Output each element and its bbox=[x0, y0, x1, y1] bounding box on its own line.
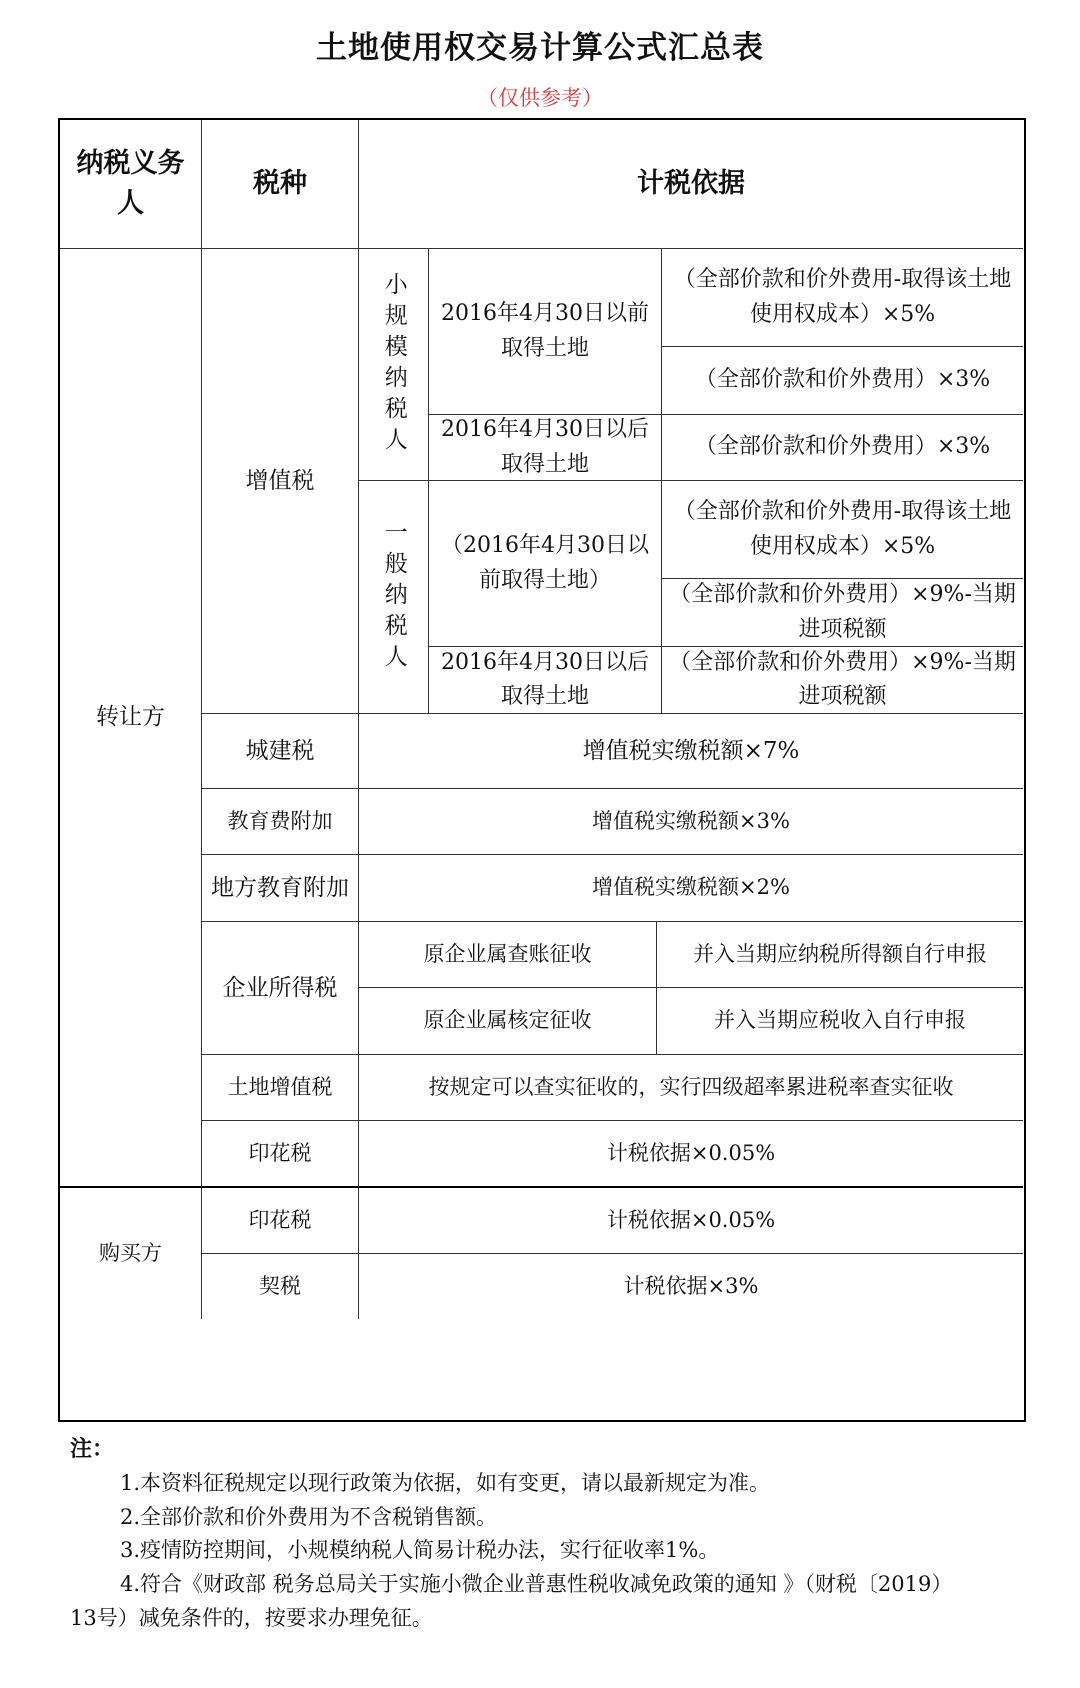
small-before-formula-1: （全部价款和价外费用-取得该土地使用权成本）×5% bbox=[662, 249, 1023, 347]
lat-formula: 按规定可以查实征收的，实行四级超率累进税率查实征收 bbox=[359, 1055, 1023, 1121]
header-tax-type: 税种 bbox=[202, 120, 359, 249]
general-before-formula-1: （全部价款和价外费用-取得该土地使用权成本）×5% bbox=[662, 481, 1023, 579]
city-tax-formula: 增值税实缴税额×7% bbox=[359, 714, 1023, 789]
lat-label: 土地增值税 bbox=[202, 1055, 359, 1121]
cit-deemed-method: 原企业属核定征收 bbox=[359, 988, 657, 1055]
small-after-formula: （全部价款和价外费用）×3% bbox=[662, 415, 1023, 481]
tax-table bbox=[58, 118, 1026, 1422]
edu-surcharge-label: 教育费附加 bbox=[202, 789, 359, 855]
notes-heading: 注： bbox=[70, 1436, 115, 1462]
buyer-stamp-formula: 计税依据×0.05% bbox=[359, 1188, 1023, 1254]
seller-stamp-formula: 计税依据×0.05% bbox=[359, 1121, 1023, 1188]
page-subtitle: （仅供参考） bbox=[477, 86, 603, 110]
page-title: 土地使用权交易计算公式汇总表 bbox=[316, 30, 764, 66]
general-before-date: （2016年4月30日以前取得土地） bbox=[429, 481, 662, 647]
city-tax-label: 城建税 bbox=[202, 714, 359, 789]
edu-surcharge-formula: 增值税实缴税额×3% bbox=[359, 789, 1023, 855]
deed-tax-label: 契税 bbox=[202, 1254, 359, 1319]
note-3: 3.疫情防控期间，小规模纳税人简易计税办法，实行征收率1%。 bbox=[120, 1538, 720, 1563]
small-before-formula-2: （全部价款和价外费用）×3% bbox=[662, 347, 1023, 415]
header-taxpayer: 纳税义务人 bbox=[60, 120, 202, 249]
note-4-continued: 13号）减免条件的，按要求办理免征。 bbox=[70, 1605, 433, 1630]
buyer-label: 购买方 bbox=[60, 1188, 202, 1319]
small-after-date: 2016年4月30日以后取得土地 bbox=[429, 415, 662, 481]
general-after-date: 2016年4月30日以后取得土地 bbox=[429, 647, 662, 714]
local-edu-label: 地方教育附加 bbox=[202, 855, 359, 922]
note-2: 2.全部价款和价外费用为不含税销售额。 bbox=[120, 1504, 498, 1529]
vat-label: 增值税 bbox=[202, 249, 359, 714]
notes-section bbox=[70, 1432, 1030, 1635]
cit-audit-formula: 并入当期应纳税所得额自行申报 bbox=[657, 922, 1023, 988]
general-before-formula-2: （全部价款和价外费用）×9%-当期进项税额 bbox=[662, 579, 1023, 647]
cit-deemed-formula: 并入当期应税收入自行申报 bbox=[657, 988, 1023, 1055]
header-basis: 计税依据 bbox=[359, 120, 1023, 249]
buyer-stamp-label: 印花税 bbox=[202, 1188, 359, 1254]
general-taxpayer-label: 一般纳税人 bbox=[359, 481, 429, 714]
seller-stamp-label: 印花税 bbox=[202, 1121, 359, 1188]
note-4: 4.符合《财政部 税务总局关于实施小微企业普惠性税收减免政策的通知 》（财税〔2019） bbox=[120, 1571, 953, 1596]
seller-label: 转让方 bbox=[60, 249, 202, 1188]
small-scale-label: 小规模纳税人 bbox=[359, 249, 429, 481]
deed-tax-formula: 计税依据×3% bbox=[623, 1273, 759, 1298]
general-after-formula: （全部价款和价外费用）×9%-当期进项税额 bbox=[662, 647, 1023, 714]
small-before-date: 2016年4月30日以前取得土地 bbox=[429, 249, 662, 415]
cit-label: 企业所得税 bbox=[202, 922, 359, 1055]
cit-audit-method: 原企业属查账征收 bbox=[359, 922, 657, 988]
note-1: 1.本资料征税规定以现行政策为依据，如有变更，请以最新规定为准。 bbox=[120, 1471, 771, 1496]
local-edu-formula: 增值税实缴税额×2% bbox=[359, 855, 1023, 922]
